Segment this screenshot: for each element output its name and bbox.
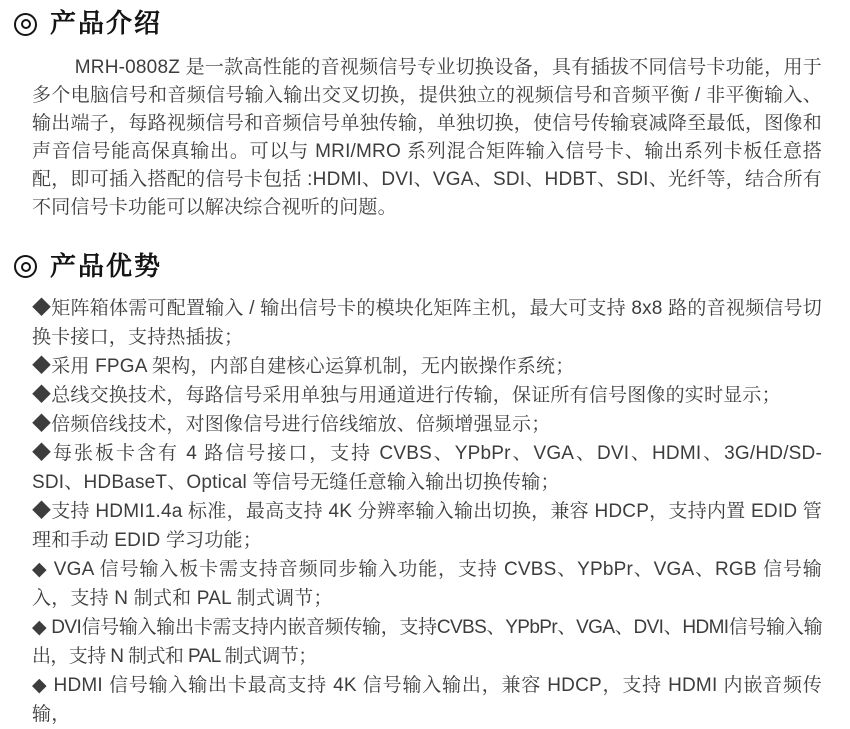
double-circle-icon bbox=[14, 13, 37, 36]
advantages-list bbox=[32, 294, 822, 729]
section-intro-header bbox=[14, 10, 822, 39]
advantage-item: ◆矩阵箱体需可配置输入 / 输出信号卡的模块化矩阵主机，最大可支持 8x8 路的音视频信号切换卡接口，支持热插拔； bbox=[32, 298, 822, 349]
advantage-item: ◆ VGA 信号输入板卡需支持音频同步输入功能，支持 CVBS、YPbPr、VGA、RGB 信号输入，支持 N 制式和 PAL 制式调节； bbox=[32, 559, 822, 610]
advantage-item: ◆总线交换技术，每路信号采用单独与用通道进行传输，保证所有信号图像的实时显示； bbox=[32, 385, 781, 407]
advantage-item: ◆支持 HDMI1.4a 标准，最高支持 4K 分辨率输入输出切换，兼容 HDCP，支持内置 EDID 管理和手动 EDID 学习功能； bbox=[32, 501, 822, 552]
double-circle-icon bbox=[14, 255, 37, 278]
section-advantages-title: 产品优势 bbox=[50, 251, 163, 282]
section-product-advantages bbox=[32, 253, 822, 729]
section-advantages-header bbox=[14, 253, 822, 282]
advantage-item: ◆采用 FPGA 架构，内部自建核心运算机制，无内嵌操作系统； bbox=[32, 356, 575, 378]
advantage-item: ◆ DVI信号输入输出卡需支持内嵌音频传输，支持CVBS、YPbPr、VGA、DVI、HDMI信号输入输出，支持 N 制式和 PAL 制式调节； bbox=[32, 617, 822, 668]
section-product-intro bbox=[32, 10, 822, 222]
intro-paragraph: MRH-0808Z 是一款高性能的音视频信号专业切换设备，具有插拔不同信号卡功能，用于多个电脑信号和音频信号输入输出交叉切换，提供独立的视频信号和音频平衡 / 非平衡输入、输出端子，每路视频信号和音频信号单独传输，单独切换，使信号传输衰减降至最低，图像和声音信号能高保真输出。可以与 MRI/MRO 系列混合矩阵输入信号卡、输出系列卡板任意搭配，即可插入搭配的信号卡包括 :HDMI、DVI、VGA、SDI、HDBT、SDI、光纤等，结合所有不同信号卡功能可以解决综合视听的问题。 bbox=[32, 56, 822, 218]
advantage-item: ◆倍频倍线技术，对图像信号进行倍线缩放、倍频增强显示； bbox=[32, 414, 551, 436]
advantage-item: ◆每张板卡含有 4 路信号接口，支持 CVBS、YPbPr、VGA、DVI、HDMI、3G/HD/SD-SDI、HDBaseT、Optical 等信号无缝任意输入输出切换传输； bbox=[32, 443, 822, 494]
section-intro-title: 产品介绍 bbox=[50, 9, 163, 39]
advantage-item: ◆ HDMI 信号输入输出卡最高支持 4K 信号输入输出，兼容 HDCP，支持 HDMI 内嵌音频传输， bbox=[32, 675, 822, 726]
